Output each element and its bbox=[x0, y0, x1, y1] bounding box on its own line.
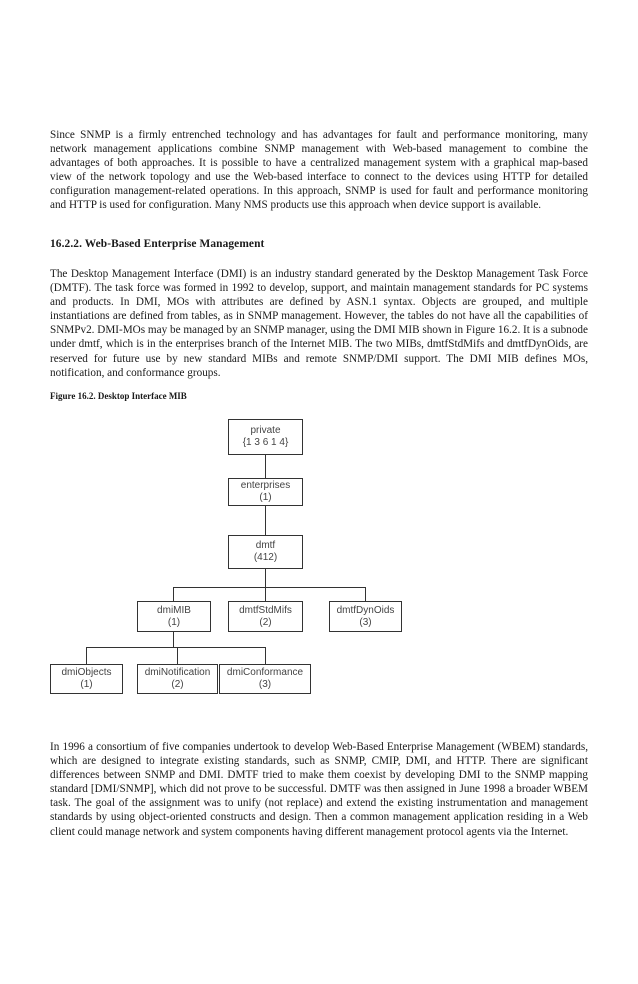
node-private bbox=[228, 419, 303, 455]
node-dminotification-oid: (2) bbox=[171, 679, 184, 690]
connector-to-dmiconformance bbox=[265, 647, 266, 664]
intro-paragraph: Since SNMP is a firmly entrenched technology and has advantages for fault and performance monitoring, many network management applications combine SNMP management with Web-based management to combine the advantages of both approaches. It is possible to have a centralized management system with a graphical map-based view of the network topology and use the Web-based interface to connect to the devices using HTTP for detailed configuration management-related operations. In this approach, SNMP is used for fault and performance monitoring and HTTP is used for configuration. Many NMS products use this approach when device support is available. bbox=[50, 129, 588, 212]
connector-to-dmiobjects bbox=[86, 647, 87, 664]
node-dmiobjects-name: dmiObjects bbox=[61, 667, 112, 678]
connector-dmtf-down bbox=[265, 569, 266, 587]
node-dmtfdynoids bbox=[329, 601, 402, 632]
connector-to-dminotification bbox=[177, 647, 178, 664]
node-dmtfstdmifs-oid: (2) bbox=[259, 616, 272, 628]
connector-dmimib-down bbox=[173, 632, 174, 647]
node-dmtfdynoids-name: dmtfDynOids bbox=[336, 604, 395, 616]
node-enterprises-oid: (1) bbox=[259, 492, 272, 503]
node-dmimib bbox=[137, 601, 211, 632]
node-private-name: private bbox=[250, 425, 281, 436]
node-dmtfstdmifs-name: dmtfStdMifs bbox=[239, 604, 292, 616]
node-dmiobjects bbox=[50, 664, 123, 694]
node-dmiobjects-oid: (1) bbox=[80, 679, 93, 690]
node-dminotification bbox=[137, 664, 218, 694]
section-heading: 16.2.2. Web-Based Enterprise Management bbox=[50, 238, 265, 250]
connector-dmimib-children-bar bbox=[86, 647, 266, 648]
connector-to-dmtfdynoids bbox=[365, 587, 366, 601]
connector-to-dmtfstdmifs bbox=[265, 587, 266, 601]
dmi-paragraph: The Desktop Management Interface (DMI) is an industry standard generated by the Desktop Management Task Force (DMTF). The task force was formed in 1992 to develop, support, and maintain management standards for PC systems and products. In DMI, MOs with attributes are defined by ASN.1 syntax. Objects are grouped, and multiple instantiations are defined from tables, as in SNMP management. However, the tables do not have all the capabilities of SNMPv2. DMI-MOs may be managed by an SNMP manager, using the DMI MIB shown in Figure 16.2. It is a subnode under dmtf, which is in the enterprises branch of the Internet MIB. The two MIBs, dmtfStdMifs and dmtfDynOids, are reserved for future use by new standard MIBs and remote SNMP/DMI support. The DMI MIB defines MOs, notification, and conformance groups. bbox=[50, 268, 588, 379]
connector-enterprises-dmtf bbox=[265, 506, 266, 535]
connector-dmtf-children-bar bbox=[173, 587, 366, 588]
node-dmtf bbox=[228, 535, 303, 569]
node-dmimib-oid: (1) bbox=[167, 616, 181, 628]
node-dmtfstdmifs bbox=[228, 601, 303, 632]
node-private-oid: {1 3 6 1 4} bbox=[242, 437, 289, 448]
node-dminotification-name: dmiNotification bbox=[144, 667, 211, 678]
node-dmtfdynoids-oid: (3) bbox=[359, 616, 372, 628]
connector-private-enterprises bbox=[265, 455, 266, 478]
node-dmimib-name: dmiMIB bbox=[157, 604, 191, 616]
node-dmtf-oid: (412) bbox=[253, 552, 278, 563]
node-dmiconformance-oid: (3) bbox=[258, 679, 272, 690]
figure-caption: Figure 16.2. Desktop Interface MIB bbox=[50, 391, 187, 401]
node-enterprises-name: enterprises bbox=[240, 480, 291, 491]
node-dmiconformance bbox=[219, 664, 311, 694]
connector-to-dmimib bbox=[173, 587, 174, 601]
node-dmiconformance-name: dmiConformance bbox=[226, 667, 304, 678]
node-enterprises bbox=[228, 478, 303, 506]
wbem-paragraph: In 1996 a consortium of five companies undertook to develop Web-Based Enterprise Management (WBEM) standards, which are designed to integrate existing standards, such as SNMP, CMIP, DMI, and HTTP. There are significant differences between SNMP and DMI. DMTF tried to make them coexist by developing DMI to the SNMP mapping standard [DMI/SNMP], which did not prove to be successful. DMTF was then assigned in June 1998 a broader WBEM task. The goal of the assignment was to unify (not replace) and extend the existing instrumentation and management standards by using object-oriented constructs and design. Then a common management application residing in a Web client could manage network and system components having different management protocol agents via the Internet. bbox=[50, 741, 588, 838]
node-dmtf-name: dmtf bbox=[255, 540, 276, 551]
